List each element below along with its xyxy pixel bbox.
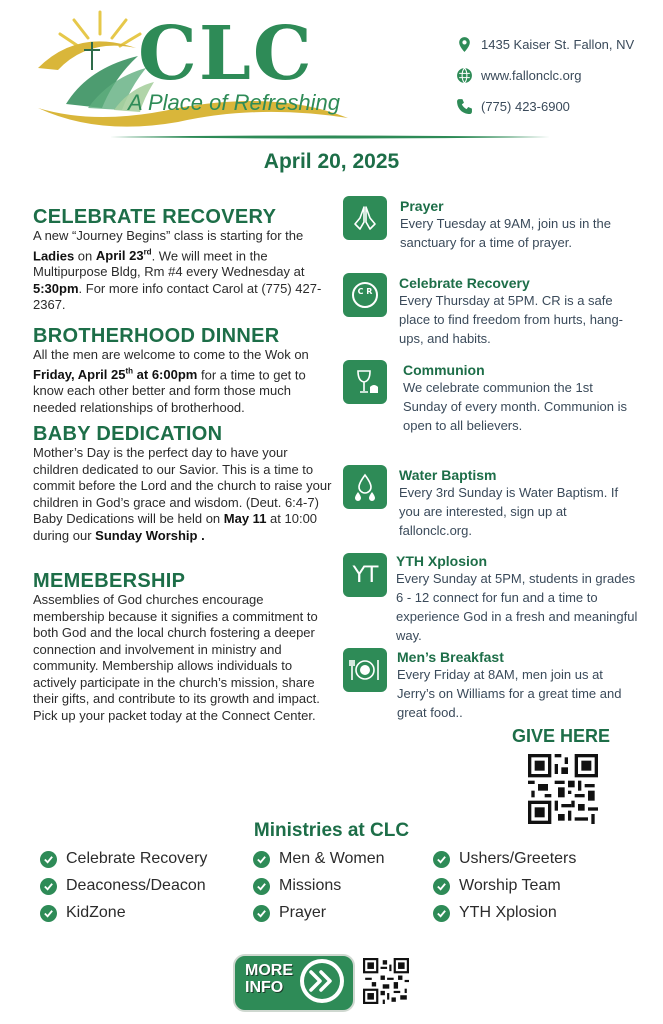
check-circle-icon (40, 851, 57, 868)
address-text: 1435 Kaiser St. Fallon, NV (481, 37, 635, 52)
announcement-baby-dedication (33, 423, 333, 544)
check-circle-icon (253, 878, 270, 895)
website-row (456, 67, 634, 84)
event-description: Every Tuesday at 9AM, join us in the sanctuary for a time of prayer. (400, 216, 611, 250)
check-circle-icon (433, 905, 450, 922)
check-circle-icon (433, 878, 450, 895)
section-body: Mother’s Day is the perfect day to have your children dedicated to our Savior. This is a time to commit before the Lord and the church to raise your children in God’s grace and wisdom. (Deut. 6:4-7) Baby Dedications will be held on May 11 at 10:00 during our Sunday Worship . (33, 445, 332, 543)
section-title: BROTHERHOOD DINNER (33, 325, 280, 347)
event-title: Men’s Breakfast (397, 649, 504, 665)
map-pin-icon (456, 36, 473, 53)
event-description: Every Friday at 8AM, men join us at Jerry’s on Williams for a great time and great food.. (397, 667, 622, 720)
event-description: Every Thursday at 5PM. CR is a safe place to find freedom from hurts, hang-ups, and habits. (399, 293, 624, 346)
ministry-item: KidZone (40, 904, 207, 922)
ministry-item: Celebrate Recovery (40, 850, 207, 868)
ministry-item: YTH Xplosion (433, 904, 576, 922)
check-circle-icon (40, 905, 57, 922)
water-drops-icon (343, 465, 387, 509)
bulletin-date: April 20, 2025 (263, 150, 400, 173)
ministry-item: Missions (253, 877, 385, 895)
ministry-item: Worship Team (433, 877, 576, 895)
section-title: BABY DEDICATION (33, 423, 223, 445)
event-title: Prayer (400, 198, 444, 214)
more-info-qr-code[interactable] (363, 958, 409, 1004)
give-here-label: GIVE HERE (512, 726, 611, 746)
event-title: Communion (403, 362, 485, 378)
section-body: Assemblies of God churches encourage membership because it signifies a commitment to both God and the local church fostering a deeper connection and involvement in ministry and community. Membership allows individuals to actively participate in the church’s mission, share their gifts, and contribute to its growth and impact. Pick up your packet today at the Connect Center. (33, 592, 320, 723)
website-link[interactable]: www.fallonclc.org (481, 68, 582, 83)
event-description: Every 3rd Sunday is Water Baptism. If you are interested, sign up at fallonclc.org. (399, 485, 619, 538)
plate-utensils-icon (343, 648, 387, 692)
announcement-celebrate-recovery (33, 206, 333, 314)
more-info-line1: MORE (245, 962, 293, 979)
event-description: Every Sunday at 5PM, students in grades 6 - 12 connect for fun and a time to experience God in a fresh and meaningful way. (396, 571, 638, 643)
section-title: CELEBRATE RECOVERY (33, 206, 277, 228)
phone-icon (456, 98, 473, 115)
yt-logo-icon: YT (343, 553, 387, 597)
check-circle-icon (253, 851, 270, 868)
check-circle-icon (253, 905, 270, 922)
give-qr-code[interactable] (528, 754, 598, 824)
contact-info (456, 36, 634, 115)
ministry-item: Ushers/Greeters (433, 850, 576, 868)
communion-icon (343, 360, 387, 404)
svg-text:C R: C R (357, 287, 373, 296)
ministry-item: Deaconess/Deacon (40, 877, 207, 895)
event-title: Celebrate Recovery (399, 275, 530, 291)
double-chevron-right-icon (295, 956, 349, 1006)
event-title: YTH Xplosion (396, 553, 487, 569)
ministries-column-1 (40, 850, 207, 922)
ministry-item: Prayer (253, 904, 385, 922)
check-circle-icon (40, 878, 57, 895)
announcement-brotherhood-dinner (33, 325, 333, 416)
header-divider (110, 135, 550, 139)
phone-text[interactable]: (775) 423-6900 (481, 99, 570, 114)
announcement-membership (33, 570, 333, 724)
section-body: A new “Journey Begins” class is starting for the Ladies on April 23rd. We will meet in the Multipurpose Bldg, Rm #4 every Wednesday at 5:30pm. For more info contact Carol at (775) 427-2367. (33, 228, 322, 313)
praying-hands-icon (343, 196, 387, 240)
globe-icon (456, 67, 473, 84)
event-title: Water Baptism (399, 467, 497, 483)
check-circle-icon (433, 851, 450, 868)
ministries-column-3 (433, 850, 576, 922)
section-title: MEMEBERSHIP (33, 570, 186, 592)
more-info-line2: INFO (245, 979, 284, 996)
section-body: All the men are welcome to come to the Wok on Friday, April 25th at 6:00pm for a time to get to know each other better and form those much needed relationships of brotherhood. (33, 347, 309, 415)
phone-row (456, 98, 634, 115)
logo-letters: CLC (138, 11, 314, 97)
ministry-item: Men & Women (253, 850, 385, 868)
event-description: We celebrate communion the 1st Sunday of every month. Communion is open to all believers. (403, 380, 627, 433)
logo-tagline: A Place of Refreshing (128, 90, 340, 115)
ministries-title: Ministries at CLC (253, 820, 410, 841)
ministries-column-2 (253, 850, 385, 922)
address-row (456, 36, 634, 53)
cr-logo-icon (343, 273, 387, 317)
more-info-button[interactable] (233, 950, 355, 1012)
